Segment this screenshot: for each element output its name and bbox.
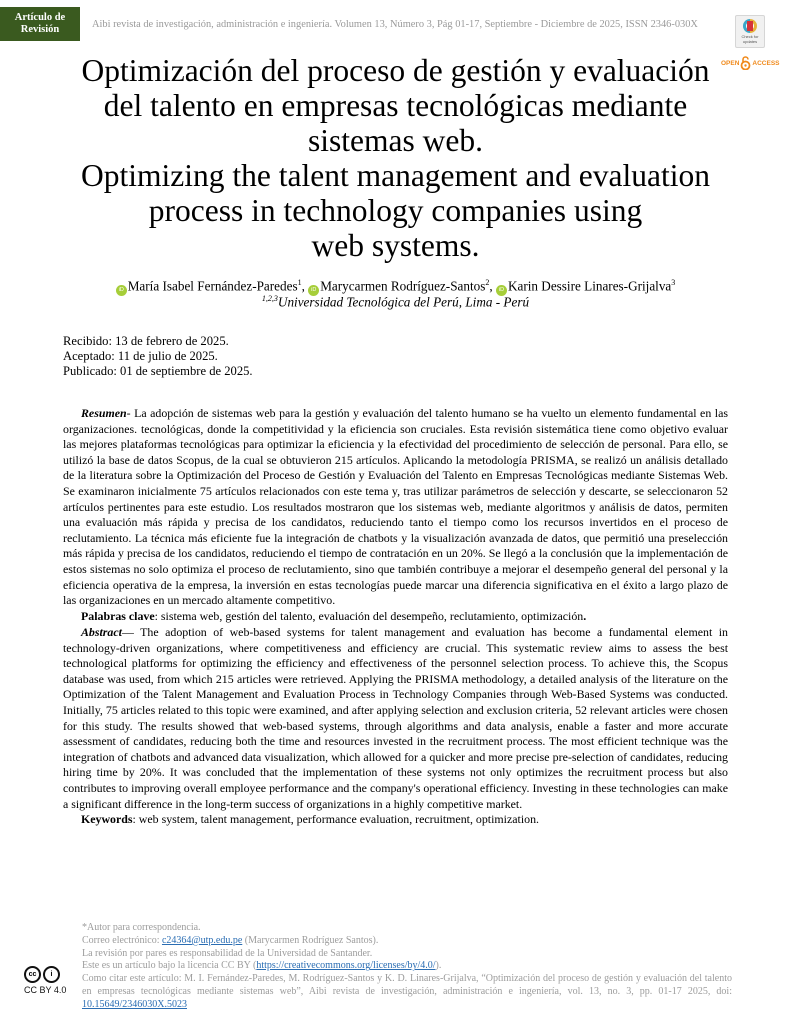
palabras-clave-text: : sistema web, gestión del talento, evaluación del desempeño, reclutamiento, optimización <box>154 608 584 623</box>
resumen-section <box>63 406 728 624</box>
title-english <box>40 158 751 263</box>
open-access-left: OPEN <box>721 59 740 67</box>
affiliation <box>0 294 791 310</box>
email-line <box>82 935 732 948</box>
title-es-line-1: Optimización del proceso de gestión y evaluación <box>81 53 710 88</box>
abstract-text: The adoption of web-based systems for talent management and evaluation has become a fundamental element in technology-driven organizations, where competitiveness and efficiency are crucial. This systematic review aims to assess the best technological platforms for optimizing the efficiency and effectiveness of the personnel selection process. To achieve this, the Scopus database was used, from which 215 articles were retrieved. Applying the PRISMA methodology, a detailed analysis of the literature on the Optimization of the Talent Management and Evaluation Process in Technology Companies through Web-Based Systems was conducted. Initially, 75 articles related to this topic were examined, and after applying selection and exclusion criteria, 52 relevant articles were chosen for this study. The results showed that web-based systems, through algorithms and data analysis, enable a faster and more accurate assessment of candidates, reducing both the time and resources invested in the recruitment process. The most efficient technique was the integration of chatbots and advanced data visualization, which allowed for a quicker and more precise pre-selection of candidates, reducing hiring time by 20%. It was concluded that the implementation of these systems not only optimizes the recruitment process but also contributes to improving overall employee performance and the company's operational efficiency. Investing in these technologies can make a significant difference in the long-term success of organizations in a highly competitive market. <box>63 625 728 811</box>
palabras-clave-end: . <box>583 608 587 623</box>
badge-line-1: Artículo de <box>14 12 66 23</box>
license-suffix: ). <box>435 960 442 972</box>
badge-line-2: Revisión <box>20 24 60 35</box>
peer-review-note: La revisión por pares es responsabilidad de la Universidad de Santander. <box>82 947 373 959</box>
cc-icon: cc <box>24 966 41 983</box>
article-type-badge <box>0 7 80 41</box>
abstract-label: Abstract <box>81 625 122 639</box>
license-line <box>82 960 732 973</box>
palabras-clave-label: Palabras clave <box>81 608 155 623</box>
cc-label: CC BY 4.0 <box>24 985 67 995</box>
author-affiliation-sup: 1 <box>297 278 302 287</box>
title-es-line-3: sistemas web. <box>308 123 483 158</box>
resumen-label: Resumen <box>81 406 127 420</box>
author-name: Karin Dessire Linares-Grijalva <box>507 278 672 294</box>
footnote <box>82 922 732 1012</box>
article-dates <box>63 334 253 379</box>
orcid-icon[interactable]: iD <box>308 285 319 296</box>
affiliation-sup: 1,2,3 <box>261 294 278 303</box>
published-date: Publicado: 01 de septiembre de 2025. <box>63 364 253 378</box>
author-affiliation-sup: 2 <box>485 278 490 287</box>
journal-running-header: Aibi revista de investigación, administración e ingeniería. Volumen 13, Número 3, Pág 01-17, Septiembre - Diciembre de 2025, ISSN 2346-030X <box>92 19 698 30</box>
keywords-text: : web system, talent management, performance evaluation, recruitment, optimization. <box>132 812 539 827</box>
author-separator: , <box>301 278 309 294</box>
title-es-line-2: del talento en empresas tecnológicas mediante <box>103 88 688 123</box>
email-link[interactable]: c24364@utp.edu.pe <box>161 934 243 946</box>
keywords <box>63 812 728 828</box>
orcid-icon[interactable]: iD <box>496 285 507 296</box>
orcid-icon[interactable]: iD <box>116 285 127 296</box>
corresponding-author-note: *Autor para correspondencia. <box>82 922 201 933</box>
received-date: Recibido: 13 de febrero de 2025. <box>63 334 229 348</box>
doi-link[interactable]: 10.15649/2346030X.5023 <box>82 998 187 1010</box>
affiliation-text: Universidad Tecnológica del Perú, Lima - Perú <box>277 294 530 310</box>
open-access-right: ACCESS <box>752 59 780 67</box>
abstract-separator: — <box>121 625 141 639</box>
crossmark-flag-icon <box>747 21 753 31</box>
author-name: María Isabel Fernández-Paredes <box>127 278 298 294</box>
cc-license-logo[interactable] <box>24 966 67 995</box>
check-for-updates-button[interactable] <box>735 15 765 48</box>
author-separator: , <box>489 278 496 294</box>
author-name: Marycarmen Rodríguez-Santos <box>320 278 486 294</box>
license-link[interactable]: https://creativecommons.org/licenses/by/4.0/ <box>256 960 436 972</box>
email-suffix: (Marycarmen Rodríguez Santos). <box>242 934 379 946</box>
citation-line <box>82 973 732 1011</box>
crossmark-label: Check for updates <box>741 34 759 44</box>
accepted-date: Aceptado: 11 de julio de 2025. <box>63 349 218 363</box>
abstract-paragraph <box>63 625 728 812</box>
resumen-separator: - <box>126 406 135 420</box>
email-prefix: Correo electrónico: <box>82 934 162 946</box>
resumen-text: La adopción de sistemas web para la gestión y evaluación del talento humano se ha vuelto un elemento fundamental en las organizaciones. tecnológicas, donde la competitividad y la eficiencia son cruciales. Esta revisión sistemática tiene como objetivo evaluar las mejores plataformas tecnológicas para optimizar la eficiencia y la efectividad del procedimiento de selección de personal. Para ello, se utilizó la base de datos Scopus, de la cual se obtuvieron 215 artículos. Aplicando la metodología PRISMA, se realizó un análisis detallado de la literatura sobre la Optimización del Proceso de Gestión y Evaluación del Talento en Empresas Tecnológicas mediante Sistemas Web. Se examinaron inicialmente 75 artículos relacionados con este tema y, tras utilizar parámetros de selección y descarte, se seleccionaron 52 artículos pertinentes para este estudio. Los resultados mostraron que los sistemas web, mediante algoritmos y análisis de datos, permiten una evaluación más rápida y precisa de los candidatos, reduciendo tanto el tiempo como los recursos invertidos en el proceso de reclutamiento. La técnica más eficiente fue la integración de chatbots y la visualización avanzada de datos, que permitió una preselección más rápida y precisa de los candidatos, reduciendo el tiempo de contratación en un 20%. Se llegó a la conclusión que la implementación de estos sistemas no solo optimiza el proceso de reclutamiento, sino que también contribuye a mejorar el desempeño general del personal y la eficiencia operativa de la empresa, la inversión en estas tecnologías puede marcar una diferencia significativa en el éxito a largo plazo de las organizaciones en un mercado altamente competitivo. <box>63 406 728 608</box>
title-en-line-1: Optimizing the talent management and evaluation <box>81 158 710 193</box>
license-prefix: Este es un artículo bajo la licencia CC BY ( <box>82 960 257 972</box>
title-en-line-3: web systems. <box>311 228 480 263</box>
abstract-section <box>63 625 728 828</box>
title-spanish <box>40 53 751 158</box>
palabras-clave <box>63 609 728 625</box>
author-affiliation-sup: 3 <box>671 278 676 287</box>
citation-text: Como citar este artículo: M. I. Fernández-Paredes, M. Rodríguez-Santos y K. D. Linares-Grijalva, “Optimización del proceso de gestión y evaluación del talento en empresas tecnológicas mediante sistemas web”, Aibi revista de investigación, administración e ingeniería, vol. 13, no. 3, pp. 01-17 2025, doi: <box>82 973 732 997</box>
attribution-icon: i <box>43 966 60 983</box>
title-en-line-2: process in technology companies using <box>148 193 643 228</box>
resumen-paragraph <box>63 406 728 609</box>
keywords-label: Keywords <box>81 812 133 827</box>
